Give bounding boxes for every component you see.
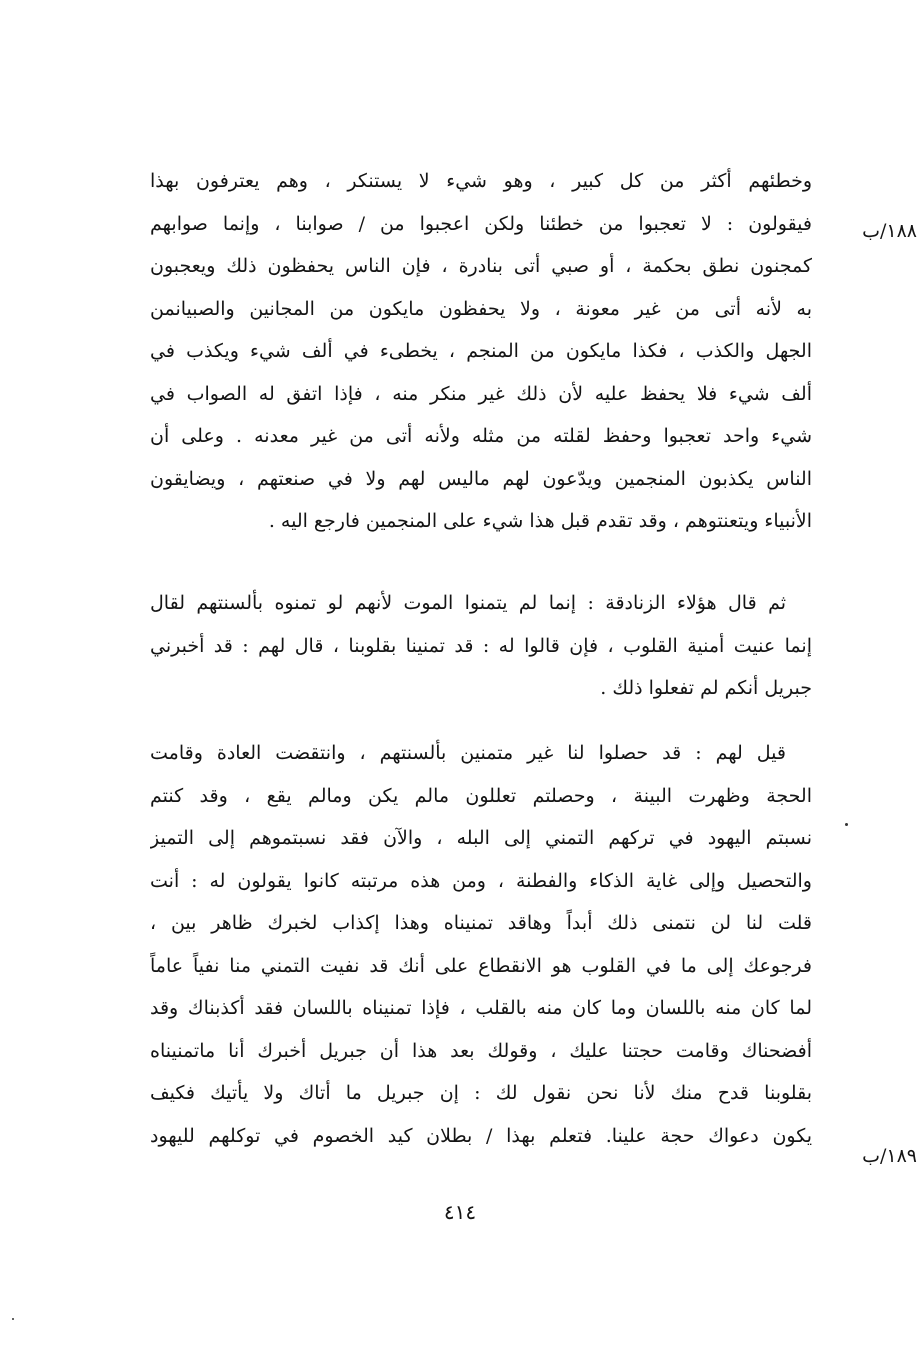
text-line: والتحصيل وإلى غاية الذكاء والفطنة ، ومن هذه مرتبته كانوا يقولون له : أنت — [150, 869, 812, 892]
scan-speck — [12, 1318, 14, 1320]
text-line: ثم قال هؤلاء الزنادقة : إنما لم يتمنوا الموت لأنهم لو تمنوه بألسنتهم لقال — [150, 592, 786, 614]
text-line: الناس يكذبون المنجمين ويدّعون لهم ماليس لهم ولا في صنعتهم ، ويضايقون — [150, 467, 812, 490]
text-line: فيقولون : لا تعجبوا من خطئنا ولكن اعجبوا من / صوابنا ، وإنما صوابهم — [150, 212, 812, 235]
text-line: بقلوبنا قدح منك لأنا نحن نقول لك : إن جبريل ما أتاك ولا يأتيك فكيف — [150, 1082, 812, 1104]
text-line: إنما عنيت أمنية القلوب ، فإن قالوا له : قد تمنينا بقلوبنا ، قال لهم : قد أخبرني — [150, 634, 812, 657]
paragraph-3 — [150, 732, 812, 1157]
text-line: وخطئهم أكثر من كل كبير ، وهو شيء لا يستنكر ، وهم يعترفون بهذا — [150, 170, 812, 192]
text-line: الجهل والكذب ، فكذا مايكون من المنجم ، يخطىء في ألف شيء ويكذب في — [150, 340, 812, 362]
scan-speck — [845, 823, 848, 826]
margin-note-folio: ١٨٨/ب — [862, 220, 917, 242]
text-line: يكون دعواك حجة علينا. فتعلم بهذا / بطلان كيد الخصوم في توكلهم لليهود — [150, 1124, 812, 1147]
text-line: ألف شيء فلا يحفظ عليه لأن ذلك غير منكر منه ، فإذا اتفق له الصواب في — [150, 382, 812, 405]
text-line: جبريل أنكم لم تفعلوا ذلك . — [600, 677, 812, 699]
text-line: الأنبياء ويتعنتوهم ، وقد تقدم قبل هذا شيء على المنجمين فارجع اليه . — [268, 510, 812, 532]
margin-note-folio: ١٨٩/ب — [862, 1145, 917, 1167]
text-line: نسبتم اليهود في تركهم التمني إلى البله ، والآن فقد نسبتموهم إلى التميز — [150, 827, 812, 849]
text-line: قلت لنا لن نتمنى ذلك أبداً وهاقد تمنيناه وهذا إكذاب لخبرك ظاهر بين ، — [150, 912, 812, 934]
text-line: به لأنه أتى من غير معونة ، ولا يحفظون مايكون من المجانين والصبيانمن — [150, 297, 812, 320]
text-line: قيل لهم : قد حصلوا لنا غير متمنين بألسنتهم ، وانتقضت العادة وقامت — [150, 742, 786, 764]
paragraph-1 — [150, 160, 812, 543]
text-line: أفضحناك وقامت حجتنا عليك ، وقولك بعد هذا أن جبريل أخبرك أنا ماتمنيناه — [150, 1039, 812, 1062]
page-number: ٤١٤ — [443, 1200, 477, 1224]
text-line: فرجوعك إلى ما في القلوب هو الانقطاع على أنك قد نفيت التمني منا نفياً عاماً — [150, 954, 812, 977]
text-line: كمجنون نطق بحكمة ، أو صبي أتى بنادرة ، فإن الناس يحفظون ذلك ويعجبون — [150, 255, 812, 277]
text-line: شيء واحد تعجبوا وحفظ لقلته من مثله ولأنه أتى من غير معدنه . وعلى أن — [150, 425, 812, 447]
paragraph-2 — [150, 582, 812, 710]
text-line: لما كان منه باللسان وما كان منه بالقلب ، فإذا تمنيناه باللسان فقد أكذبناك وقد — [150, 997, 812, 1019]
text-line: الحجة وظهرت البينة ، وحصلتم تعللون مالم يكن ومالم يقع ، وقد كنتم — [150, 784, 812, 807]
